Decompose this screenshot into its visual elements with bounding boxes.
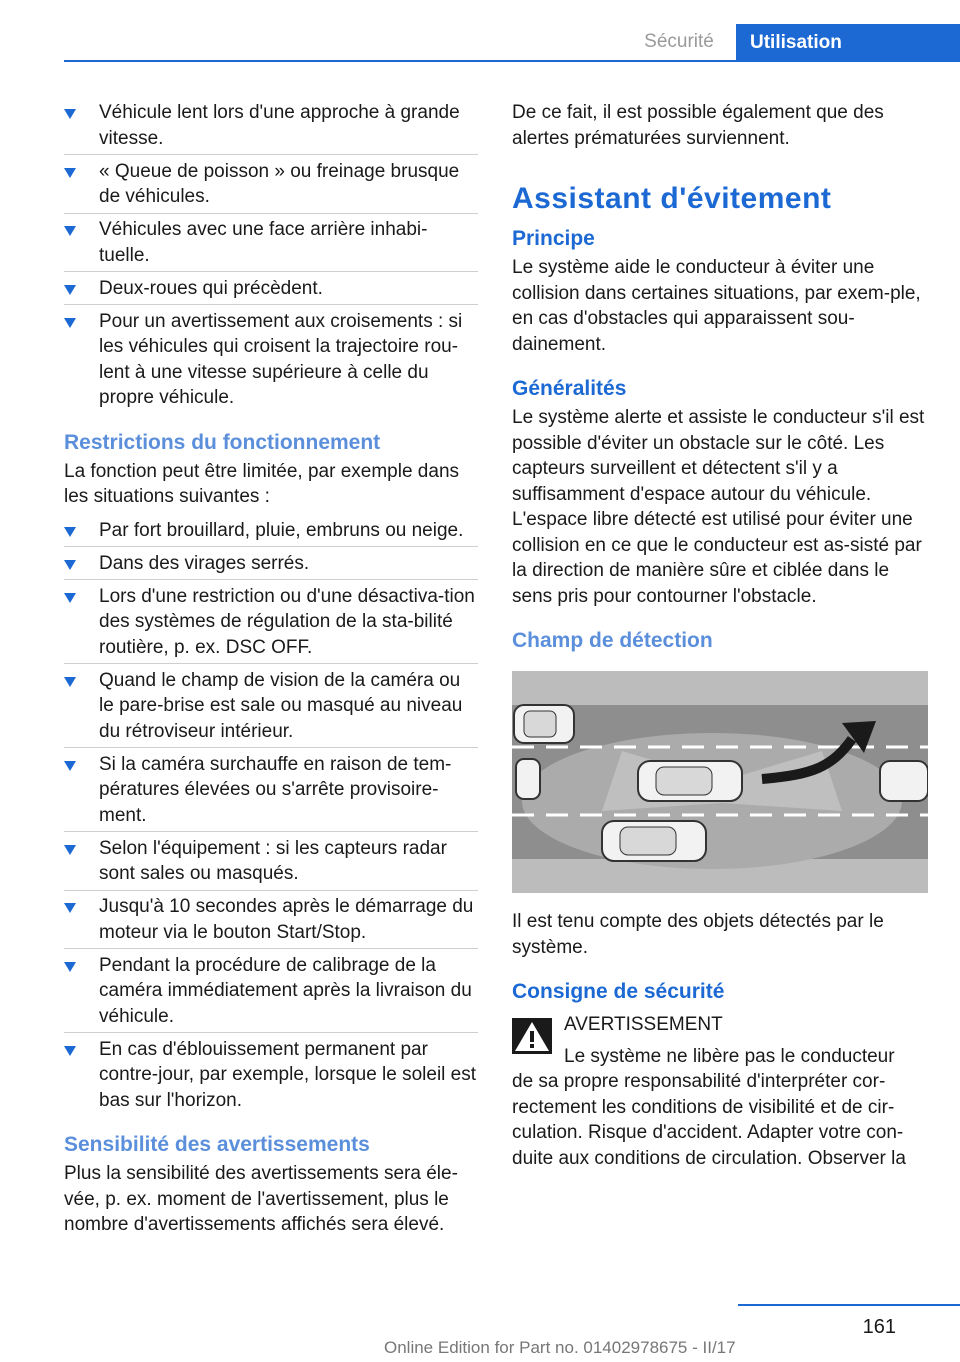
list-item [64, 836, 478, 887]
section-title: Assistant d'évitement [512, 182, 832, 215]
left-column [64, 100, 478, 1238]
bullet-triangle-icon [64, 527, 76, 537]
bullet-triangle-icon [64, 560, 76, 570]
list-item [64, 668, 478, 745]
list-item [64, 953, 478, 1030]
warning-label: AVERTISSEMENT [564, 1014, 723, 1035]
intro-text: De ce fait, il est possible également que des alertes prématurées surviennent. [512, 102, 884, 149]
list-item-text: « Queue de poisson » ou freinage brusque de véhicules. [99, 160, 460, 207]
detection-illustration [512, 671, 928, 893]
list-item [64, 100, 478, 151]
bullet-triangle-icon [64, 226, 76, 236]
sensitivity-heading: Sensibilité des avertissements [64, 1133, 370, 1156]
principle-text: Le système aide le conducteur à éviter une collision dans certaines situations, par exem‐ple, en cas d'obstacles qui apparaissent sou‐dainement. [512, 257, 921, 355]
car-icon [602, 821, 706, 861]
list-item [64, 309, 478, 411]
section-tab[interactable]: Sécurité [644, 31, 714, 52]
right-column [512, 100, 930, 1171]
footer-rule [738, 1304, 960, 1306]
restrictions-heading: Restrictions du fonctionnement [64, 430, 381, 454]
list-item-text: Pendant la procédure de calibrage de la caméra immédiatement après la livraison du véhicule. [99, 954, 472, 1027]
list-item [64, 159, 478, 210]
list-item-text: Lors d'une restriction ou d'une désactiva‐tion des systèmes de régulation de la sta‐bilité routière, p. ex. DSC OFF. [99, 585, 475, 658]
detection-heading: Champ de détection [512, 629, 713, 652]
bullet-triangle-icon [64, 593, 76, 603]
list-item [64, 217, 478, 268]
list-item-text: Véhicule lent lors d'une approche à grande vitesse. [99, 102, 460, 149]
list-item-text: Jusqu'à 10 secondes après le démarrage du moteur via le bouton Start/Stop. [99, 896, 474, 943]
page-number: 161 [862, 1316, 896, 1338]
warning-text-first: Le système ne libère pas le conducteur [564, 1045, 895, 1067]
list-item [64, 518, 478, 544]
sensitivity-text: Plus la sensibilité des avertissements sera éle‐vée, p. ex. moment de l'avertissement, plus le nombre d'avertissements affichés sera élevé. [64, 1163, 458, 1235]
car-icon [880, 761, 928, 801]
car-icon [516, 759, 540, 799]
list-item [64, 584, 478, 661]
list-item-text: Quand le champ de vision de la caméra ou le pare-brise est sale ou masqué au niveau du rétroviseur intérieur. [99, 669, 463, 742]
list-item [64, 551, 478, 577]
list-item [64, 276, 478, 302]
list-item [64, 894, 478, 945]
bullet-triangle-icon [64, 168, 76, 178]
list-item-text: Si la caméra surchauffe en raison de tem‐pératures élevées ou s'arrête provisoire‐ment. [99, 753, 452, 826]
list-item [64, 752, 478, 829]
bullet-triangle-icon [64, 109, 76, 119]
chapter-tab[interactable]: Utilisation [736, 24, 960, 62]
general-heading: Généralités [512, 377, 627, 400]
list-item-text: Par fort brouillard, pluie, embruns ou neige. [99, 519, 464, 541]
list-item-text: Deux-roues qui précèdent. [99, 277, 323, 299]
header-rule [64, 60, 960, 62]
bullet-triangle-icon [64, 903, 76, 913]
bullet-triangle-icon [64, 1046, 76, 1056]
bullet-triangle-icon [64, 962, 76, 972]
car-icon [514, 705, 574, 743]
restrictions-intro: La fonction peut être limitée, par exemple dans les situations suivantes : [64, 460, 460, 507]
list-item-text: En cas d'éblouissement permanent par contre-jour, par exemple, lorsque le soleil est bas sur l'horizon. [99, 1038, 477, 1111]
road-diagram [512, 671, 928, 893]
bullet-triangle-icon [64, 285, 76, 295]
figure-caption: Il est tenu compte des objets détectés par le système. [512, 911, 884, 958]
list-item [64, 1037, 478, 1114]
bullet-list-situations [64, 100, 478, 411]
bullet-triangle-icon [64, 845, 76, 855]
list-item-text: Véhicules avec une face arrière inhabi‐tuelle. [99, 219, 428, 266]
list-item-text: Selon l'équipement : si les capteurs radar sont sales ou masqués. [99, 837, 447, 884]
warning-block [512, 1012, 930, 1069]
list-item-text: Pour un avertissement aux croisements : si les véhicules qui croisent la trajectoire rou‐lent à une vitesse supérieure à celle du propre véhicule. [99, 310, 463, 408]
principle-heading: Principe [512, 227, 595, 250]
warning-text-rest: de sa propre responsabilité d'interpréter cor‐rectement les conditions de visibilité et de cir‐culation. Risque d'accident. Adapter votre con‐duite aux conditions de circulation. Observer la [512, 1071, 906, 1169]
general-text: Le système alerte et assiste le conducteur s'il est possible d'éviter un obstacle sur le côté. Les capteurs surveillent et détectent s'il y a suffisamment d'espace autour du véhicule. L'espace libre détecté est utilisé pour éviter une collision en ce que le conducteur est as‐sisté par la direction de manière sûre et ciblée dans le sens pris pour contourner l'obstacle. [512, 407, 925, 607]
list-item-text: Dans des virages serrés. [99, 552, 310, 574]
bullet-triangle-icon [64, 318, 76, 328]
bullet-triangle-icon [64, 677, 76, 687]
page-header [0, 0, 960, 62]
bullet-triangle-icon [64, 761, 76, 771]
warning-icon [512, 1018, 552, 1054]
safety-heading: Consigne de sécurité [512, 980, 725, 1003]
bullet-list-restrictions [64, 518, 478, 1114]
edition-text: Online Edition for Part no. 01402978675 - II/17 [384, 1338, 736, 1357]
car-icon [638, 761, 742, 801]
